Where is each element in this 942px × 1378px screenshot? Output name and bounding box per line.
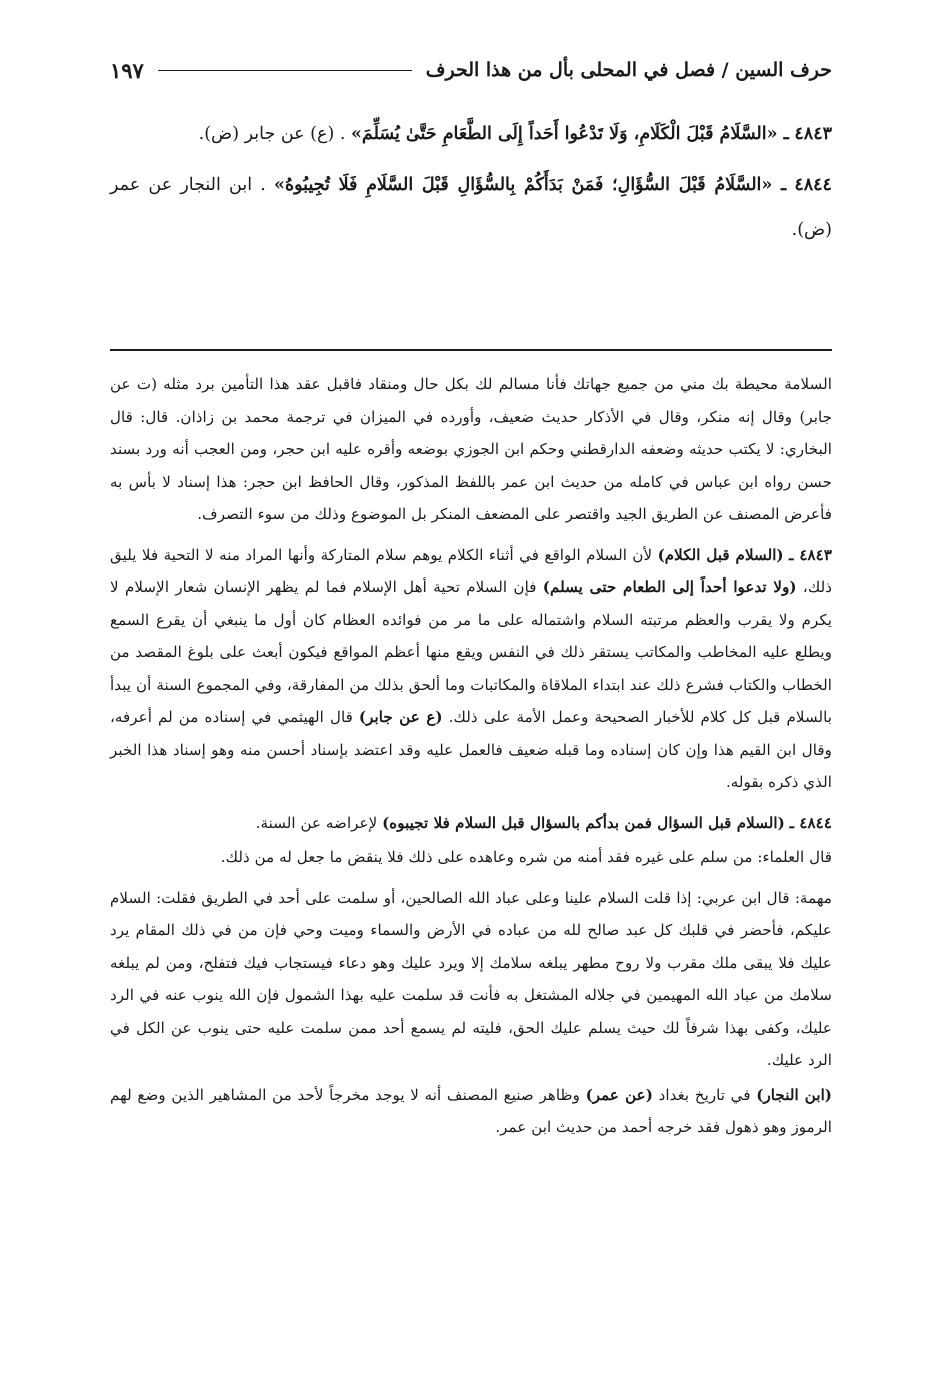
commentary-text: وظاهر صنيع المصنف أنه لا يوجد مخرجاً لأحد من المشاهير الذين وضع لهم الرموز وهو ذهول فقد خرجه أحمد من حديث ابن عمر.	[110, 1085, 832, 1136]
commentary-note: مهمة: قال ابن عربي: إذا قلت السلام علينا وعلى عباد الله الصالحين، أو سلمت على أحد في الطريق فقلت: السلام عليكم، فأحضر في قلبك كل عبد صالح لله من عباده في الأرض والسماء وميت وحي فإن من في ذلك المقام يرد عليك فلا يبقى ملك مقرب ولا روح مطهر يبلغه سلامك إلا ويرد عليك وهو دعاء فيستجاب فيك فتفلح، ومن لم يبلغه سلامك من عباد الله المهيمين في جلاله المشتغل به فأنت قد سلمت عليه بهذا الشمول فإن الله ينوب عنه في الرد عليك، وكفى بهذا شرفاً لك حيث يسلم عليك الحق، فليته لم يسمع أحد ممن سلمت عليه حتى ينوب عن الكل في الرد عليك.	[110, 888, 832, 1069]
hadith-4844: ٤٨٤٤ ـ «السَّلَامُ قَبْلَ السُّؤَالِ؛ فَمَنْ بَدَأَكُمْ بِالسُّؤَالِ قَبْلَ السَّلَامِ فَلَا تُجِيبُوهُ» . ابن النجار عن عمر (ض).	[110, 175, 832, 240]
source-reference: (ع عن جابر)	[358, 708, 443, 726]
lemma: (السلام قبل السؤال فمن بدأكم بالسؤال قبل السلام فلا تجيبوه)	[382, 813, 785, 832]
lemma: (السلام قبل الكلام)	[657, 545, 784, 564]
commentary-text: لأن السلام الواقع في أثناء الكلام يوهم سلام المتاركة وأنها المراد منه لا التحية فلا يليق ذلك،	[110, 545, 833, 596]
source-reference: (ابن النجار)	[756, 1085, 832, 1104]
header-rule	[158, 70, 412, 71]
commentary-paragraph: قال العلماء: من سلم على غيره فقد أمنه من شره وعاهده على ذلك فلا ينقض ما جعل له من ذلك.	[220, 848, 832, 866]
page-header	[110, 50, 832, 90]
footnote-divider	[110, 349, 832, 351]
commentary-4844	[110, 807, 832, 840]
hadith-block	[110, 112, 832, 259]
commentary-text: فإن السلام تحية أهل الإسلام فما لم يظهر الإنسان شعار الإسلام لا يكرم ولا يقرب والعظم مرتبته السلام واشتماله على ما مر من فوائده العظام كان أول ما ينبغي أن يقرع السمع ويطلع عليه المخاطب والمكاتب يستقر ذلك في النفس ويقع منها أعظم المواقع فيكون أبعث على بلوغ المقصد من الخطاب والكتاب فشرع ذلك عند ابتداء الملاقاة والمكاتبات وما ألحق بذلك من المفارقة، وفي المجموع السنة أن يبدأ بالسلام قبل كل كلام للأخبار الصحيحة وعمل الأمة على ذلك.	[110, 578, 832, 726]
hadith-number: ٤٨٤٤	[794, 175, 832, 195]
hadith-source: . ابن النجار عن عمر (ض).	[110, 175, 832, 240]
commentary-paragraph	[110, 1079, 832, 1144]
commentary-number: ٤٨٤٤ ـ	[789, 813, 832, 832]
commentary-text: في تاريخ بغداد	[652, 1085, 757, 1104]
commentary	[110, 368, 832, 1146]
hadith-source: . (ع) عن جابر (ض).	[198, 124, 346, 144]
commentary-text: لإعراضه عن السنة.	[255, 813, 383, 832]
commentary-text: قال الهيثمي في إسناده من لم أعرفه، وقال ابن القيم هذا وإن كان إسناده وما قبله ضعيف فالعمل عليه وقد اعتضد بإسناد أحسن منه وهو إسناد هذا الخبر الذي ذكره بقوله.	[110, 708, 832, 791]
page-number: ١٩٧	[110, 57, 144, 83]
hadith-4843: ٤٨٤٣ ـ «السَّلَامُ قَبْلَ الْكَلَامِ، وَلَا تَدْعُوا أَحَداً إِلَى الطَّعَامِ حَتَّىٰ يُسَلِّمَ» . (ع) عن جابر (ض).	[198, 124, 832, 144]
source-reference: (عن عمر)	[585, 1085, 653, 1104]
commentary-4843	[110, 539, 832, 799]
hadith-text: «السَّلَامُ قَبْلَ الْكَلَامِ، وَلَا تَدْعُوا أَحَداً إِلَى الطَّعَامِ حَتَّىٰ يُسَلِّمَ»	[350, 124, 778, 144]
commentary-number: ٤٨٤٣ ـ	[789, 545, 832, 564]
hadith-text: «السَّلَامُ قَبْلَ السُّؤَالِ؛ فَمَنْ بَدَأَكُمْ بِالسُّؤَالِ قَبْلَ السَّلَامِ فَلَا تُجِيبُوهُ»	[274, 175, 773, 195]
lemma: (ولا تدعوا أحداً إلى الطعام حتى يسلم)	[542, 578, 797, 596]
commentary-paragraph: السلامة محيطة بك مني من جميع جهاتك فأنا مسالم لك بكل حال ومنقاد فاقبل عقد هذا التأمين برد مثله (ت عن جابر) وقال إنه منكر، وقال في الأذكار حديث ضعيف، وأورده في الميزان في ترجمة محمد بن زاذان. قال: قال البخاري: لا يكتب حديثه وضعفه الدارقطني وحكم ابن الجوزي بوضعه وأقره عليه ابن حجر، ومن العجب أنه ورد بسند حسن رواه ابن عباس في كامله من حديث ابن عمر باللفظ المذكور، وقال الحافظ ابن حجر: هذا إسناد لا بأس به فأعرض المصنف عن الطريق الجيد واقتصر على المضعف المنكر بل الموضوع وذلك من سوء التصرف.	[110, 375, 832, 523]
running-title: حرف السين / فصل في المحلى بأل من هذا الحرف	[425, 59, 832, 81]
hadith-number: ٤٨٤٣	[794, 124, 832, 144]
